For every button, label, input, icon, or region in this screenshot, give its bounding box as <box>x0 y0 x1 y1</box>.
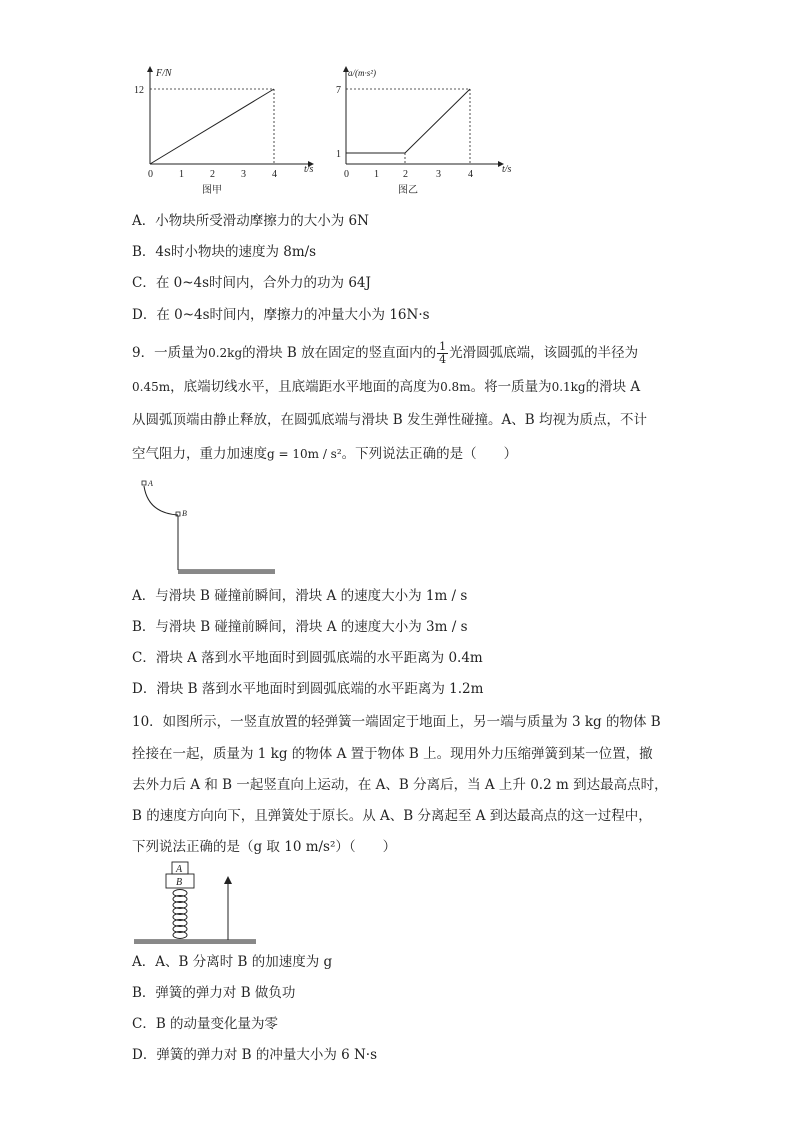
q9-l1-post: 光滑圆弧底端，该圆弧的半径为 <box>449 345 639 361</box>
q8-option-a: A．小物块所受滑动摩擦力的大小为 6N <box>132 213 369 229</box>
q9-option-c: C．滑块 A 落到水平地面时到圆弧底端的水平距离为 0.4m <box>132 650 483 666</box>
q9-l2-post: 。将一质量为 <box>470 379 552 395</box>
jia-caption: 图甲 <box>202 185 222 196</box>
jia-y-tick: 12 <box>134 85 144 96</box>
q8-option-b: B．4s时小物块的速度为 8m/s <box>132 244 317 260</box>
q9-figure <box>132 475 282 580</box>
yi-x-tick-0: 0 <box>344 169 349 180</box>
q8-option-d: D．在 0~4s时间内，摩擦力的冲量大小为 16N·s <box>132 307 430 323</box>
q10-stem-line-1: 10．如图所示，一竖直放置的轻弹簧一端固定于地面上，另一端与质量为 3 kg 的物体 B <box>132 714 661 730</box>
q9-l4-pre: 空气阻力，重力加速度 <box>132 446 267 462</box>
q10-option-d: D．弹簧的弹力对 B 的冲量大小为 6 N·s <box>132 1047 378 1063</box>
q9-l4-g: g = 10m / s² <box>267 447 342 461</box>
q9-l1-mid: 的滑块 B 放在固定的竖直面内的 <box>242 345 437 361</box>
q9-frac-num: 1 <box>439 340 447 353</box>
yi-y-tick-1: 1 <box>336 149 341 160</box>
q9-ground-hatch <box>178 570 275 574</box>
q10-up-arrow-head <box>224 876 232 884</box>
q9-frac-den: 4 <box>439 353 447 366</box>
q10-figure <box>132 858 262 948</box>
figure-jia-graph <box>130 60 320 200</box>
yi-x-tick-4: 4 <box>468 169 473 180</box>
q10-option-c: C．B 的动量变化量为零 <box>132 1016 279 1032</box>
jia-x-tick-2: 2 <box>210 169 215 180</box>
q9-stem-line-2 <box>132 378 640 396</box>
jia-x-tick-0: 0 <box>148 169 153 180</box>
q10-stem-line-2: 拴接在一起，质量为 1 kg 的物体 A 置于物体 B 上。现用外力压缩弹簧到某一位置，撤 <box>132 746 653 762</box>
q9-l2-mid: ，底端切线水平，且底端距水平地面的高度为 <box>170 379 441 395</box>
q10-option-b: B．弹簧的弹力对 B 做负功 <box>132 985 296 1001</box>
yi-caption: 图乙 <box>398 185 418 196</box>
yi-x-tick-3: 3 <box>436 169 441 180</box>
jia-x-tick-1: 1 <box>179 169 184 180</box>
q8-option-c: C．在 0~4s时间内，合外力的功为 64J <box>132 275 371 291</box>
q10-spring <box>173 890 187 939</box>
q9-l2-mass: 0.1kg <box>551 380 586 394</box>
q9-l2-height: 0.8m <box>440 380 471 394</box>
q10-stem-line-5: 下列说法正确的是（g 取 10 m/s²）（ ） <box>132 839 397 855</box>
q9-option-d: D．滑块 B 落到水平地面时到圆弧底端的水平距离为 1.2m <box>132 681 484 697</box>
q9-option-b: B．与滑块 B 碰撞前瞬间，滑块 A 的速度大小为 3m / s <box>132 619 468 635</box>
q9-block-b <box>176 512 180 516</box>
q9-l2-radius: 0.45m <box>132 380 171 394</box>
q10-label-a: A <box>176 864 183 875</box>
yi-x-label: t/s <box>502 164 512 175</box>
q10-option-a: A．A、B 分离时 B 的加速度为 g <box>132 954 333 970</box>
q9-label-b: B <box>182 509 187 518</box>
q9-option-a: A．与滑块 B 碰撞前瞬间，滑块 A 的速度大小为 1m / s <box>132 588 468 604</box>
figure-yi-graph <box>326 60 526 200</box>
q10-stem-line-4: B 的速度方向向下，且弹簧处于原长。从 A、B 分离起至 A 到达最高点的这一过程中， <box>132 808 652 824</box>
q10-label-b: B <box>176 877 183 888</box>
q9-block-a <box>142 481 146 485</box>
jia-force-line <box>150 89 274 164</box>
yi-x-tick-2: 2 <box>403 169 408 180</box>
q9-l2-end: 的滑块 A <box>585 379 641 395</box>
jia-y-label: F/N <box>156 68 172 79</box>
q9-stem-line-4 <box>132 445 517 463</box>
yi-y-tick-7: 7 <box>336 85 341 96</box>
q10-ground-hatch <box>134 940 256 944</box>
jia-x-tick-4: 4 <box>272 169 277 180</box>
q9-l4-post: 。下列说法正确的是（ ） <box>341 446 518 462</box>
jia-x-tick-3: 3 <box>241 169 246 180</box>
q9-fraction <box>437 341 448 366</box>
q9-label-a: A <box>148 479 153 488</box>
yi-x-tick-1: 1 <box>374 169 379 180</box>
q9-l1-mass: 0.2kg <box>208 346 243 360</box>
q9-stem-line-1 <box>132 341 638 366</box>
yi-y-label: a/(m·s²) <box>348 68 376 78</box>
q10-stem-line-3: 去外力后 A 和 B 一起竖直向上运动，在 A、B 分离后，当 A 上升 0.2 m 到达最高点时， <box>132 777 668 793</box>
q9-arc <box>144 486 178 515</box>
q9-stem-line-3: 从圆弧顶端由静止释放，在圆弧底端与滑块 B 发生弹性碰撞。A、B 均视为质点，不计 <box>132 412 647 428</box>
jia-y-arrow <box>147 66 153 72</box>
jia-x-label: t/s <box>304 164 314 175</box>
q9-l1-pre: 9．一质量为 <box>132 345 209 361</box>
yi-accel-line <box>346 89 470 153</box>
